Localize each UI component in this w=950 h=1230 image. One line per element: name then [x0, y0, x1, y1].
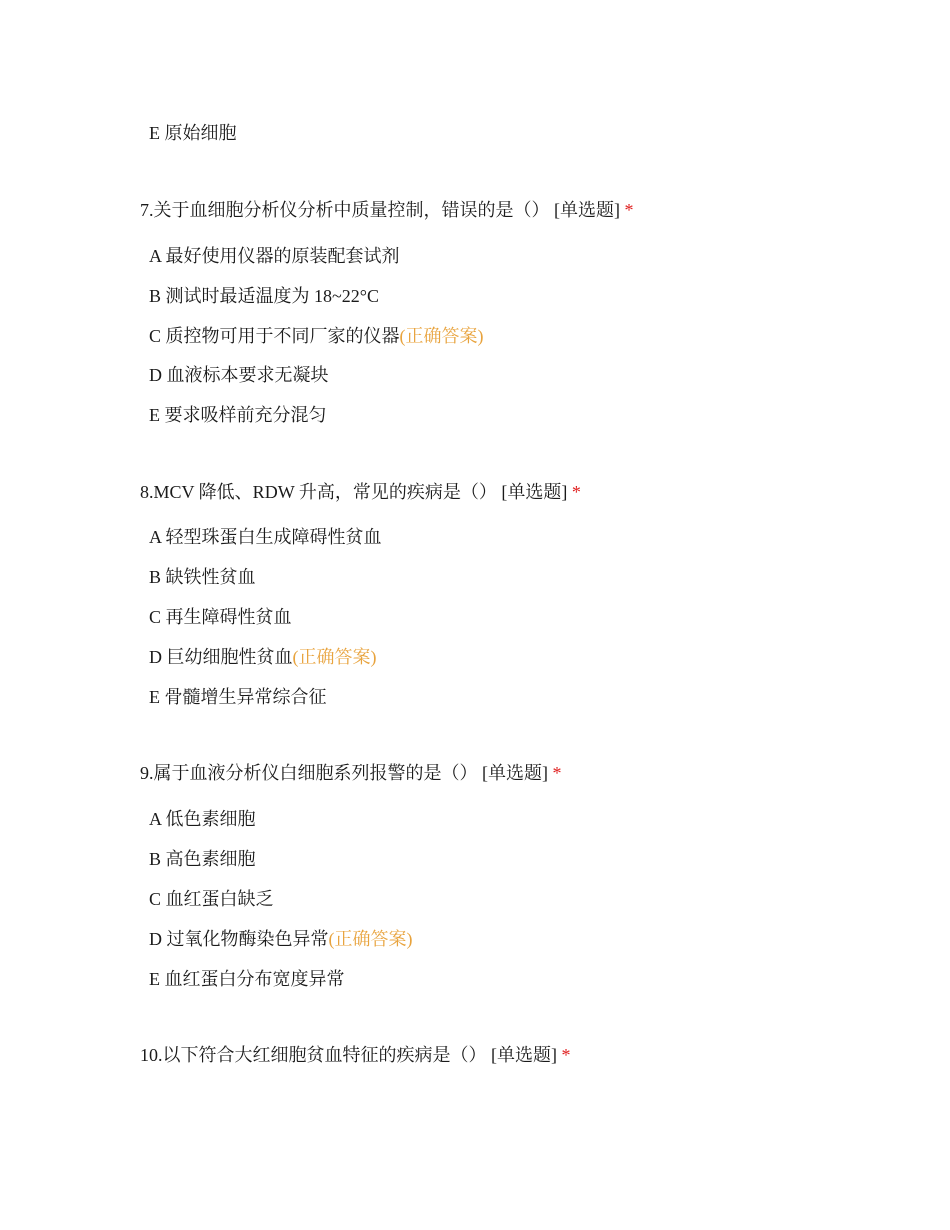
option-letter: D: [149, 365, 162, 385]
option-letter: C: [149, 889, 162, 909]
option-letter: A: [149, 246, 162, 266]
option-text: 高色素细胞: [165, 849, 256, 869]
option-letter: D: [149, 647, 162, 667]
question-7-option-c: [149, 325, 484, 347]
question-9-option-b: [149, 848, 256, 870]
question-8-option-e: [149, 686, 327, 708]
correct-answer-label: (正确答案): [292, 647, 377, 667]
correct-answer-label: (正确答案): [399, 326, 484, 346]
option-text: 轻型珠蛋白生成障碍性贫血: [165, 527, 382, 547]
correct-answer-label: (正确答案): [328, 929, 413, 949]
option-text: 原始细胞: [164, 123, 237, 143]
option-letter: B: [149, 286, 162, 306]
option-text: 再生障碍性贫血: [165, 607, 292, 627]
option-text: 要求吸样前充分混匀: [164, 405, 327, 425]
option-text: 缺铁性贫血: [165, 567, 256, 587]
question-9-title: [140, 762, 562, 784]
option-text: 血液标本要求无凝块: [166, 365, 329, 385]
option-letter: C: [149, 326, 162, 346]
question-text: 9.属于血液分析仪白细胞系列报警的是（）: [140, 763, 478, 783]
question-text: 7.关于血细胞分析仪分析中质量控制，错误的是（）: [140, 200, 550, 220]
question-7-title: [140, 199, 634, 221]
question-7-option-e: [149, 404, 327, 426]
required-mark: *: [552, 763, 562, 783]
question-8-option-c: [149, 606, 292, 628]
question-10-title: [140, 1044, 571, 1066]
option-letter: E: [149, 969, 160, 989]
option-text: 骨髓增生异常综合征: [164, 687, 327, 707]
option-text: 最好使用仪器的原装配套试剂: [165, 246, 400, 266]
required-mark: *: [624, 200, 634, 220]
question-type-tag: [单选题]: [491, 1045, 557, 1065]
option-text: 低色素细胞: [165, 809, 256, 829]
option-letter: E: [149, 405, 160, 425]
question-9-option-c: [149, 888, 274, 910]
question-9-option-d: [149, 928, 413, 950]
question-8-option-a: [149, 526, 382, 548]
option-letter: B: [149, 567, 162, 587]
option-text: 巨幼细胞性贫血: [166, 647, 293, 667]
option-letter: D: [149, 929, 162, 949]
question-8-option-d: [149, 646, 377, 668]
question-8-option-b: [149, 566, 256, 588]
question-8-title: [140, 481, 581, 503]
question-7-option-d: [149, 364, 329, 386]
option-letter: B: [149, 849, 162, 869]
question-text: 10.以下符合大红细胞贫血特征的疾病是（）: [140, 1045, 487, 1065]
question-type-tag: [单选题]: [501, 482, 568, 502]
option-text: 过氧化物酶染色异常: [166, 929, 329, 949]
option-letter: E: [149, 687, 160, 707]
option-letter: E: [149, 123, 160, 143]
required-mark: *: [561, 1045, 571, 1065]
option-letter: C: [149, 607, 162, 627]
question-7-option-b: [149, 285, 379, 307]
option-letter: A: [149, 809, 162, 829]
question-text: 8.MCV 降低、RDW 升高，常见的疾病是（）: [140, 482, 497, 502]
question-type-tag: [单选题]: [482, 763, 548, 783]
option-e-prev: [149, 122, 237, 144]
option-text: 血红蛋白缺乏: [165, 889, 274, 909]
option-text: 质控物可用于不同厂家的仪器: [165, 326, 400, 346]
option-letter: A: [149, 527, 162, 547]
question-7-option-a: [149, 245, 400, 267]
question-9-option-e: [149, 968, 345, 990]
option-text: 测试时最适温度为 18~22°C: [165, 286, 379, 306]
required-mark: *: [571, 482, 581, 502]
question-9-option-a: [149, 808, 256, 830]
question-type-tag: [单选题]: [554, 200, 620, 220]
option-text: 血红蛋白分布宽度异常: [164, 969, 345, 989]
